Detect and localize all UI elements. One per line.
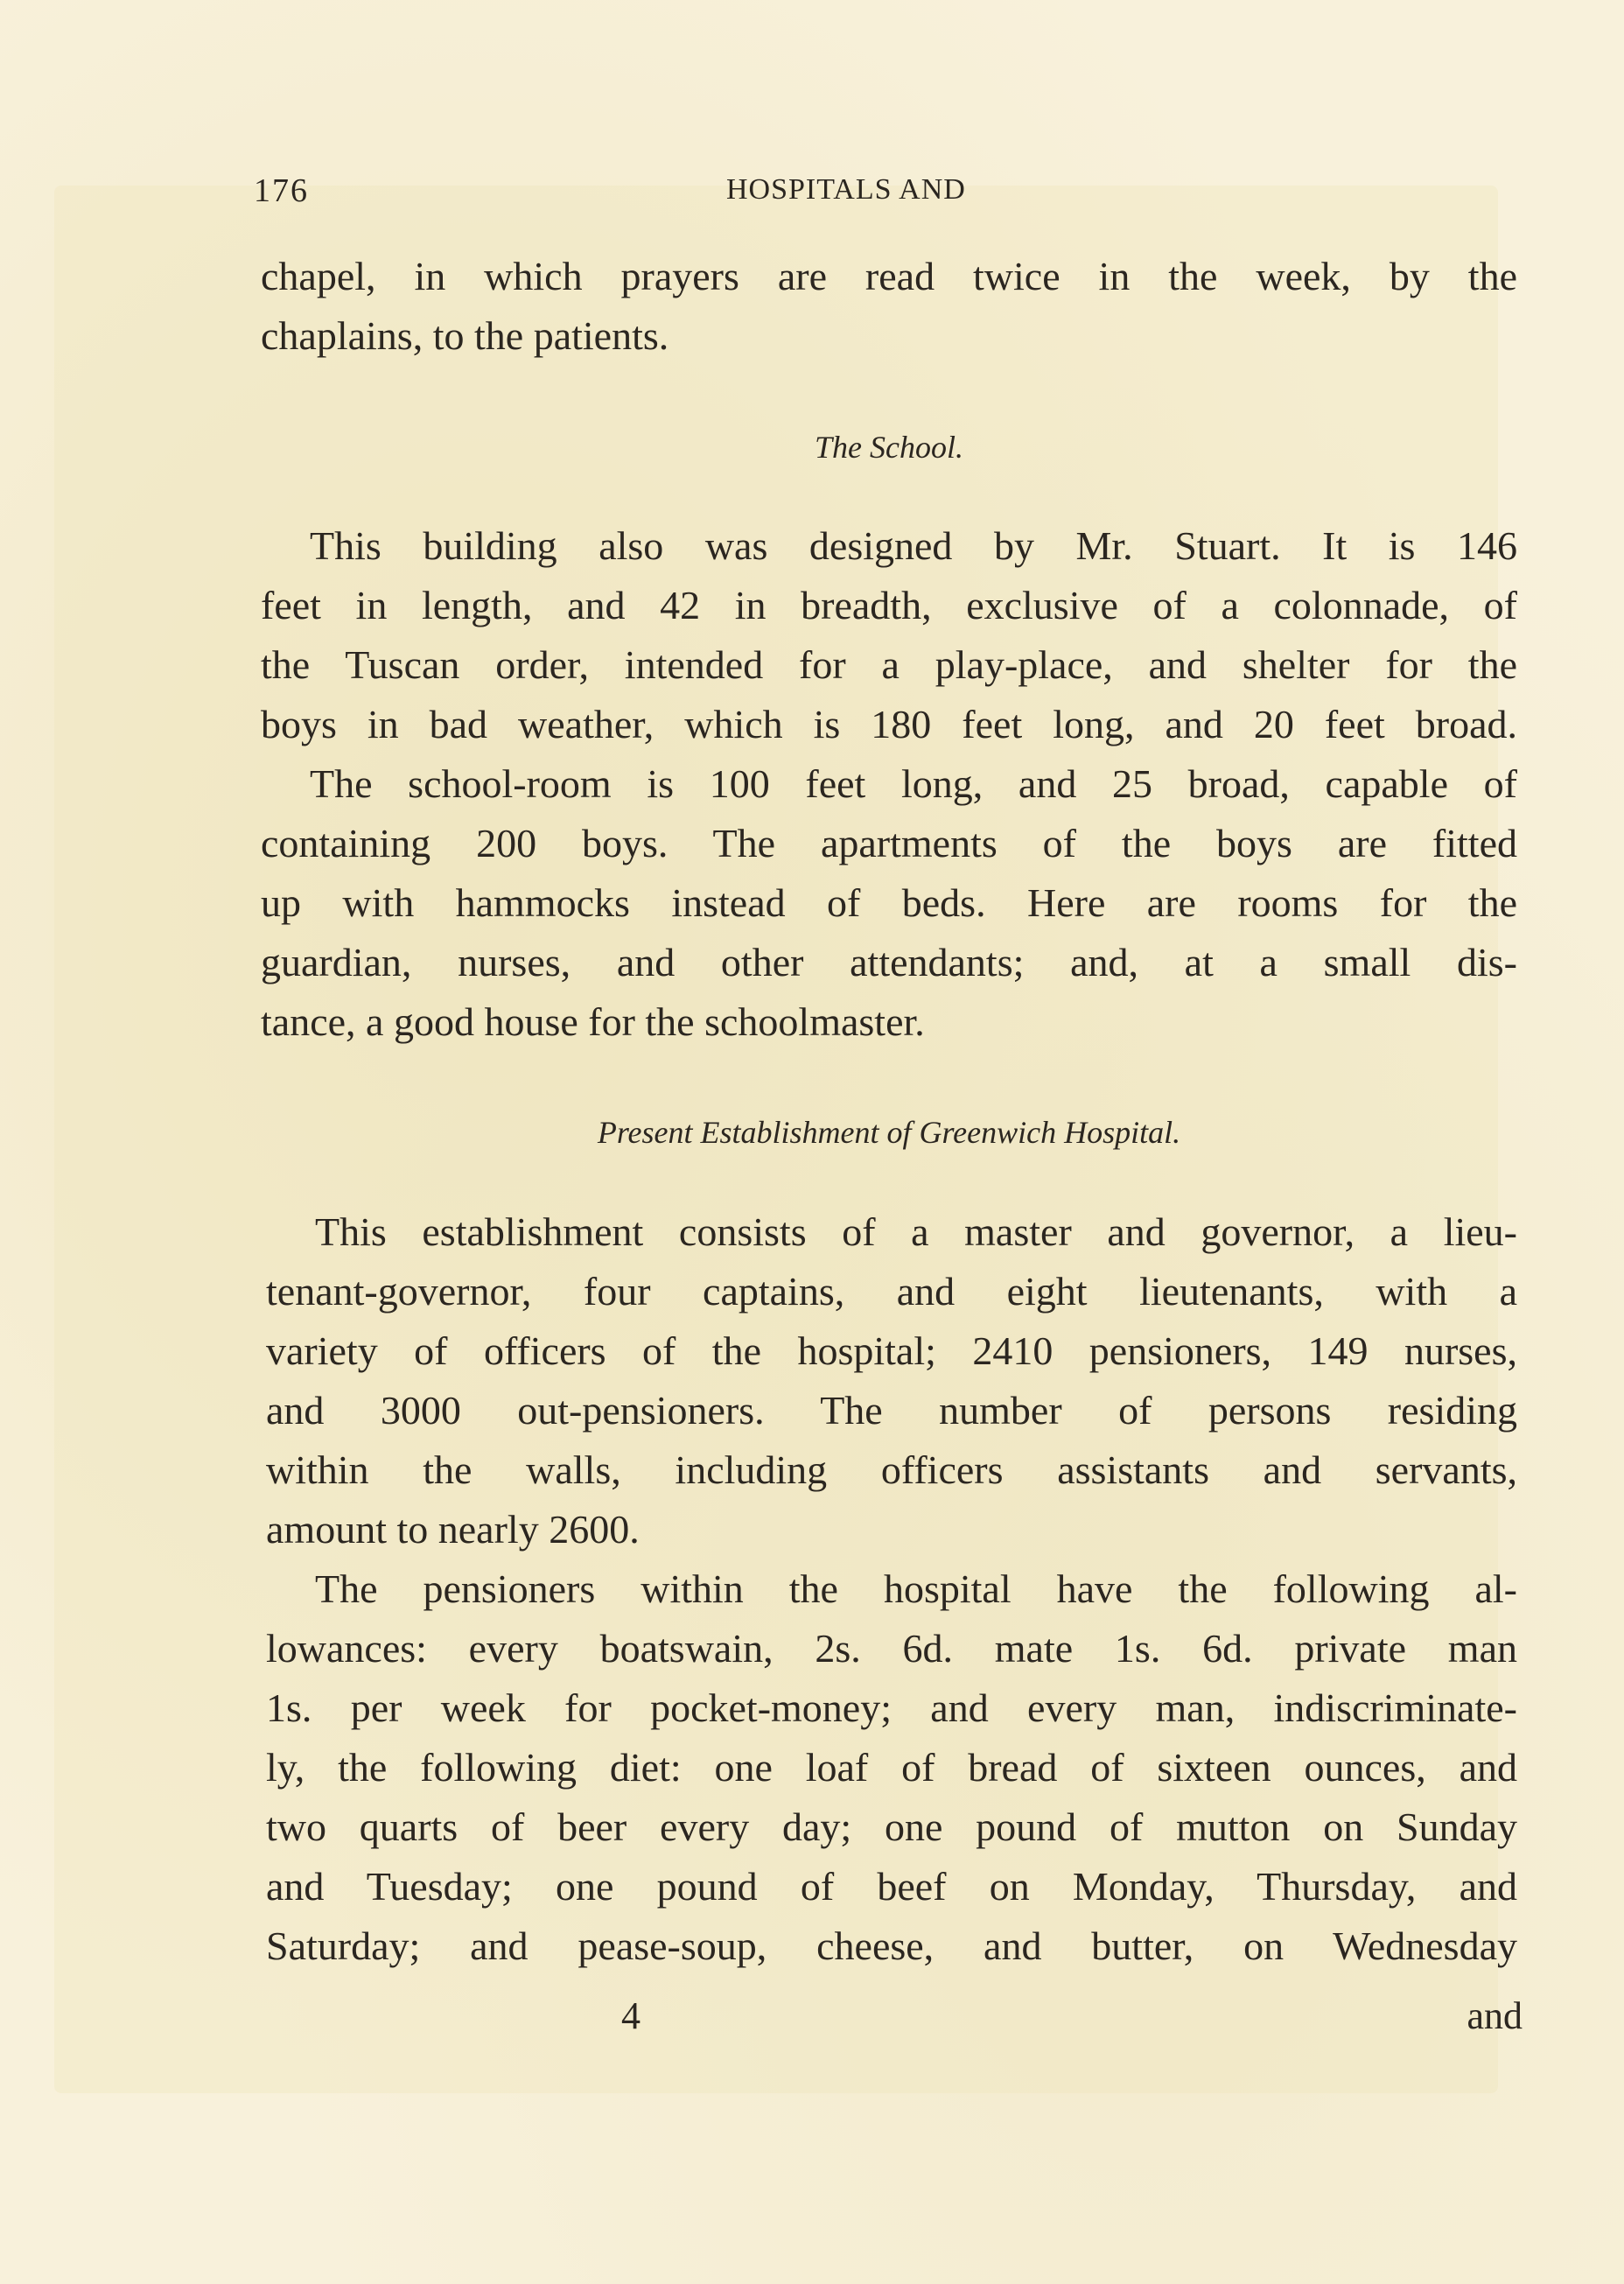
text-line: two quarts of beer every day; one pound of mutton on Sunday xyxy=(266,1804,1517,1849)
text-line: ly, the following diet: one loaf of bread of sixteen ounces, and xyxy=(266,1745,1517,1790)
text-line: The pensioners within the hospital have the following al- xyxy=(315,1566,1517,1611)
page-number: 176 xyxy=(254,172,309,209)
section-heading-establishment: Present Establishment of Greenwich Hospital. xyxy=(597,1115,1181,1150)
page-header xyxy=(254,172,1522,215)
text-line: guardian, nurses, and other attendants; and, at a small dis- xyxy=(261,940,1517,984)
running-head: HOSPITALS AND xyxy=(726,173,966,206)
signature-mark: 4 xyxy=(621,1994,640,2037)
text-line: tenant-governor, four captains, and eight lieutenants, with a xyxy=(266,1269,1517,1314)
text-line: chaplains, to the patients. xyxy=(261,313,669,358)
page-footer xyxy=(254,1993,1522,2046)
section-heading-school: The School. xyxy=(815,430,963,465)
text-line: 1s. per week for pocket-money; and every man, indiscriminate- xyxy=(266,1685,1517,1730)
school-paragraph xyxy=(261,516,1517,1052)
text-line: within the walls, including officers assistants and servants, xyxy=(266,1447,1517,1492)
establishment-paragraphs xyxy=(266,1202,1517,1976)
text-line: the Tuscan order, intended for a play-place, and shelter for the xyxy=(261,642,1517,687)
catchword: and xyxy=(1466,1994,1522,2037)
text-line: up with hammocks instead of beds. Here are rooms for the xyxy=(261,880,1517,925)
text-line: tance, a good house for the schoolmaster. xyxy=(261,999,925,1044)
text-line: and 3000 out-pensioners. The number of persons residing xyxy=(266,1388,1517,1433)
text-line: This establishment consists of a master and governor, a lieu- xyxy=(315,1209,1517,1254)
text-line: Saturday; and pease-soup, cheese, and butter, on Wednesday xyxy=(266,1923,1517,1968)
text-line: chapel, in which prayers are read twice in the week, by the xyxy=(261,254,1517,298)
text-line: amount to nearly 2600. xyxy=(266,1507,640,1552)
text-line: This building also was designed by Mr. Stuart. It is 146 xyxy=(310,523,1517,568)
text-line: lowances: every boatswain, 2s. 6d. mate 1s. 6d. private man xyxy=(266,1626,1517,1671)
text-line: The school-room is 100 feet long, and 25 broad, capable of xyxy=(310,761,1517,806)
text-line: variety of officers of the hospital; 2410 pensioners, 149 nurses, xyxy=(266,1328,1517,1373)
text-line: feet in length, and 42 in breadth, exclusive of a colonnade, of xyxy=(261,583,1517,627)
text-line: and Tuesday; one pound of beef on Monday, Thursday, and xyxy=(266,1864,1517,1909)
text-line: boys in bad weather, which is 180 feet long, and 20 feet broad. xyxy=(261,702,1517,746)
text-line: containing 200 boys. The apartments of the boys are fitted xyxy=(261,821,1517,865)
continuation-paragraph xyxy=(261,247,1517,366)
